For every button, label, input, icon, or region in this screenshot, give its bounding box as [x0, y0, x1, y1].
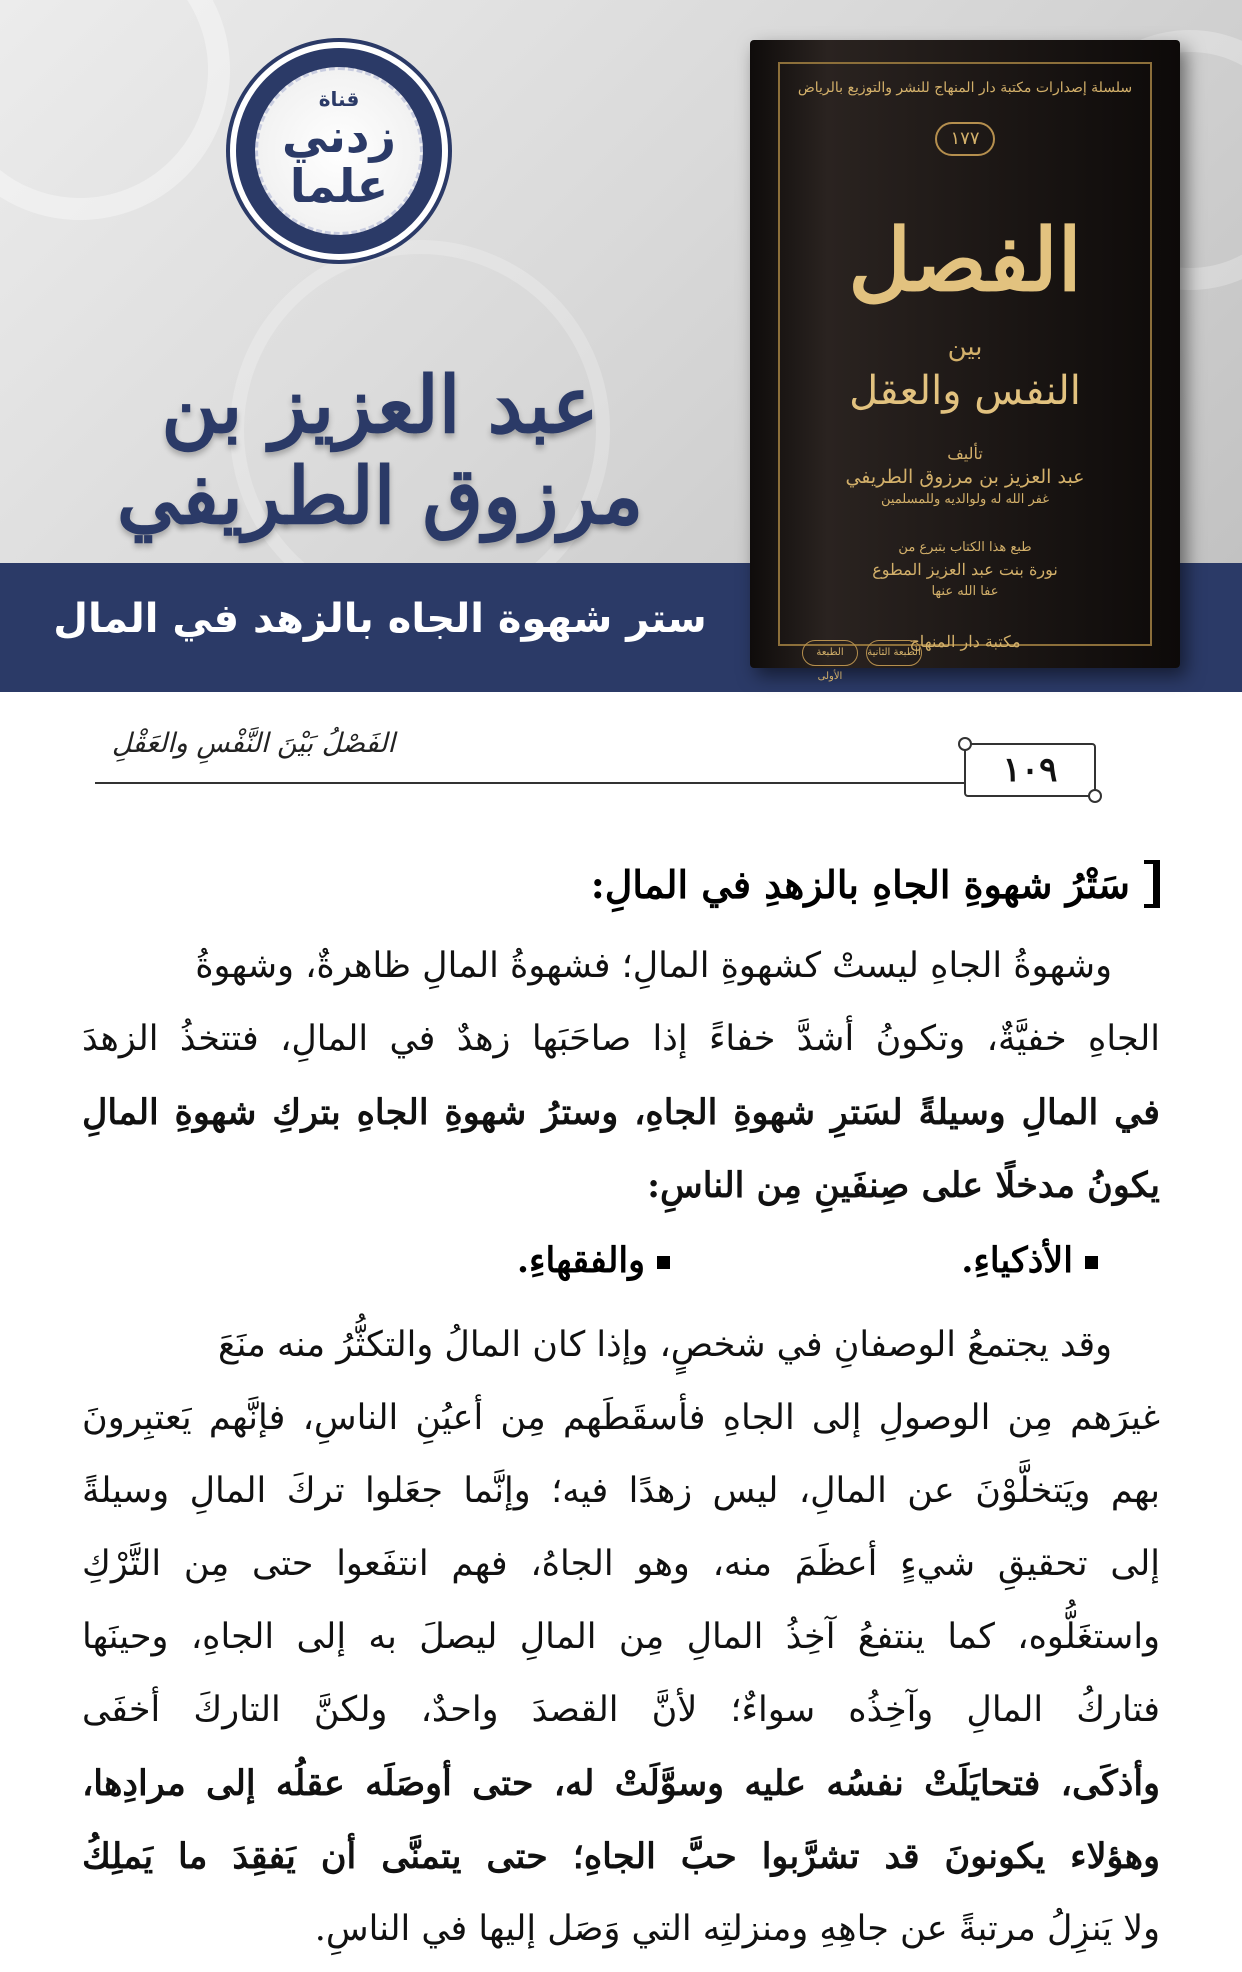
running-title: الفَصْلُ بَيْنَ النَّفْسِ والعَقْلِ: [111, 728, 395, 759]
paragraph-line: غيرَهم مِن الوصولِ إلى الجاهِ فأسقَطَهم مِن أعيُنِ الناسِ، فإنَّهم يَعتبِرونَ: [82, 1398, 1160, 1438]
book-title-between: بين: [947, 332, 983, 362]
section-heading-text: سَتْرُ شهوةِ الجاهِ بالزهدِ في المالِ:: [590, 861, 1130, 907]
book-cover: [750, 40, 1180, 682]
channel-logo: [230, 42, 448, 260]
book-authored-by: تأليف: [947, 444, 983, 463]
book-printed-label: طبع هذا الكتاب بتبرع من: [898, 540, 1032, 555]
paragraph-line: وأذكَى، فتحايَلَتْ نفسُه عليه وسوَّلَتْ له، حتى أوصَلَه عقلُه إلى مرادِها،: [82, 1763, 1160, 1804]
book-donor: نورة بنت عبد العزيز المطوع: [872, 560, 1058, 579]
paragraph-line: بهم ويَتخلَّوْنَ عن المالِ، ليس زهدًا فيه؛ وإنَّما جعَلوا تركَ المالِ وسيلةً: [82, 1471, 1160, 1511]
bullet-item: [961, 1240, 1098, 1281]
channel-name-line1: زدني: [282, 109, 396, 163]
page-number-box: [964, 743, 1096, 797]
channel-name-line2: علما: [289, 159, 389, 213]
paragraph-line: وهؤلاء يكونونَ قد تشرَّبوا حبَّ الجاهِ؛ حتى يتمنَّى أن يَفقِدَ ما يَملِكُ: [82, 1836, 1160, 1877]
paragraph-line: وشهوةُ الجاهِ ليستْ كشهوةِ المالِ؛ فشهوةُ المالِ ظاهرةٌ، وشهوةُ: [195, 946, 1112, 986]
paragraph-line: يكونُ مدخلًا على صِنفَينِ مِن الناسِ:: [647, 1165, 1160, 1206]
book-author: عبد العزيز بن مرزوق الطريفي: [845, 466, 1085, 488]
book-author-prayer: غفر الله له ولوالديه وللمسلمين: [880, 492, 1050, 507]
decorative-ornament: [0, 0, 230, 220]
square-bullet-icon: [1085, 1256, 1098, 1269]
bullet-text: والفقهاءِ.: [516, 1240, 645, 1281]
book-publisher: مكتبة دار المنهاج: [909, 632, 1021, 651]
paragraph-line: إلى تحقيقِ شيءٍ أعظَمَ منه، وهو الجاهُ، فهم انتفَعوا حتى مِن التَّرْكِ: [82, 1544, 1160, 1584]
bullet-item: [517, 1240, 670, 1281]
book-edition-badge: الطبعة الأولى: [802, 640, 858, 666]
book-series-line: سلسلة إصدارات مكتبة دار المنهاج للنشر والتوزيع بالرياض: [797, 80, 1133, 96]
paragraph-line: وقد يجتمعُ الوصفانِ في شخصٍ، وإذا كان المالُ والتكثُّرُ منه منَعَ: [217, 1325, 1112, 1365]
paragraph-line: في المالِ وسيلةً لسَترِ شهوةِ الجاهِ، وسترُ شهوةِ الجاهِ بتركِ شهوةِ المالِ: [82, 1092, 1160, 1133]
book-subtitle: النفس والعقل: [849, 368, 1081, 414]
section-heading: [80, 860, 1160, 908]
square-bullet-icon: [657, 1256, 670, 1269]
channel-label: قناة: [318, 87, 360, 111]
paragraph-line: واستغَلُّوه، كما ينتفعُ آخِذُ المالِ مِن المالِ ليصلَ به إلى الجاهِ، وحينَها: [82, 1617, 1160, 1657]
bullet-text: الأذكياءِ.: [961, 1240, 1073, 1281]
author-calligraphy: عبد العزيز بن مرزوق الطريفي: [116, 360, 644, 542]
episode-title: ستر شهوة الجاه بالزهد في المال: [53, 596, 707, 642]
heading-bracket-icon: [1144, 860, 1160, 908]
book-title: الفصل: [848, 210, 1082, 311]
channel-logo-inner: [255, 67, 423, 235]
book-series-number: ١٧٧: [935, 122, 995, 156]
book-edition-badge: الطبعة الثانية: [866, 640, 922, 666]
book-donor-note: عفا الله عنها: [931, 584, 999, 599]
paragraph-line: ولا يَنزِلُ مرتبةً عن جاهِهِ ومنزلتِه التي وَصَل إليها في الناسِ.: [314, 1909, 1160, 1949]
header-rule: [95, 782, 977, 784]
paragraph-line: فتاركُ المالِ وآخِذُه سواءٌ؛ لأنَّ القصدَ واحدٌ، ولكنَّ التاركَ أخفَى: [82, 1690, 1160, 1730]
paragraph-line: الجاهِ خفيَّةٌ، وتكونُ أشدَّ خفاءً إذا صاحَبَها زهدٌ في المالِ، فتتخذُ الزهدَ: [82, 1019, 1160, 1059]
page-number: ١٠٩: [1002, 750, 1058, 790]
